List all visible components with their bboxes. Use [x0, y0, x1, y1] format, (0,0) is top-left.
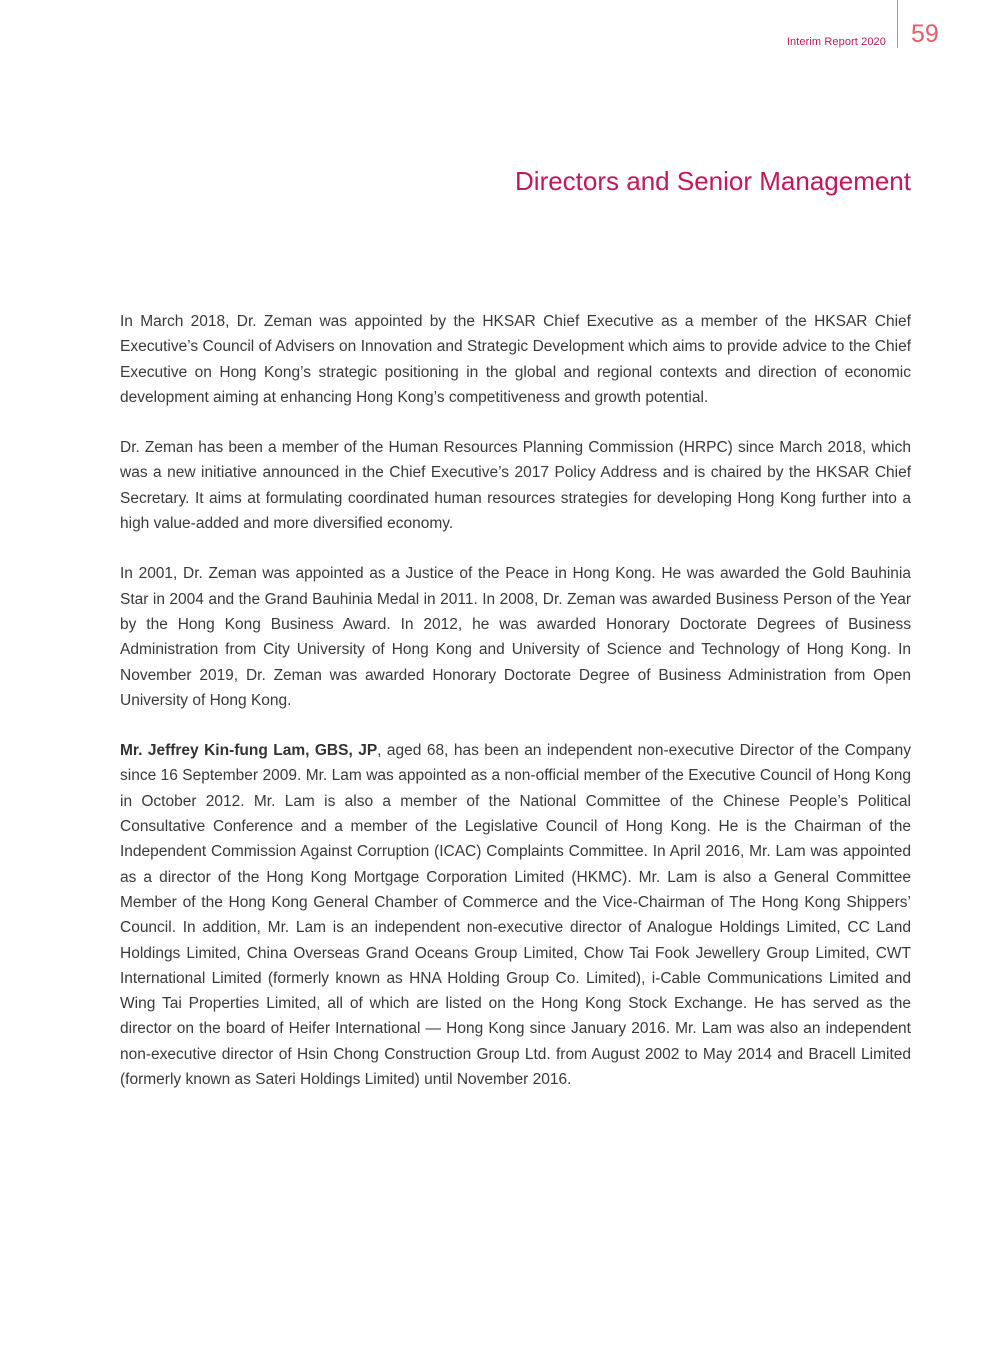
body-content: [120, 309, 911, 1117]
header-divider: [897, 0, 898, 48]
paragraph-awards: In 2001, Dr. Zeman was appointed as a Justice of the Peace in Hong Kong. He was awarded the Gold Bauhinia Star in 2004 and the Grand Bauhinia Medal in 2011. In 2008, Dr. Zeman was awarded Business Person of the Year by the Hong Kong Business Award. In 2012, he was awarded Honorary Doctorate Degrees of Business Administration from City University of Hong Kong and University of Science and Technology of Hong Kong. In November 2019, Dr. Zeman was awarded Honorary Doctorate Degree of Business Administration from Open University of Hong Kong.: [120, 565, 911, 709]
paragraph-council-of-advisers: In March 2018, Dr. Zeman was appointed by the HKSAR Chief Executive as a member of the HKSAR Chief Executive’s Council of Advisers on Innovation and Strategic Development which aims to provide advice to the Chief Executive on Hong Kong’s strategic positioning in the global and regional contexts and direction of economic development aiming at enhancing Hong Kong’s competitiveness and growth potential.: [120, 313, 911, 406]
director-name: Mr. Jeffrey Kin-fung Lam, GBS, JP: [120, 742, 378, 760]
page-title: Directors and Senior Management: [515, 166, 911, 196]
paragraph-director-bio: [120, 738, 911, 1092]
report-title: Interim Report 2020: [786, 36, 886, 48]
director-bio-text: , aged 68, has been an independent non-executive Director of the Company since 16 September 2009. Mr. Lam was appointed as a non-official member of the Executive Council of Hong Kong in October 2012. Mr. Lam is also a member of the National Committee of the Chinese People’s Political Consultative Conference and a member of the Legislative Council of Hong Kong. He is the Chairman of the Independent Commission Against Corruption (ICAC) Complaints Committee. In April 2016, Mr. Lam was appointed as a director of the Hong Kong Mortgage Corporation Limited (HKMC). Mr. Lam is also a General Committee Member of the Hong Kong General Chamber of Commerce and the Vice-Chairman of The Hong Kong Shippers’ Council. In addition, Mr. Lam is an independent non-executive director of Analogue Holdings Limited, CC Land Holdings Limited, China Overseas Grand Oceans Group Limited, Chow Tai Fook Jewellery Group Limited, CWT International Limited (formerly known as HNA Holding Group Co. Limited), i-Cable Communications Limited and Wing Tai Properties Limited, all of which are listed on the Hong Kong Stock Exchange. He has served as the director on the board of Heifer International — Hong Kong since January 2016. Mr. Lam was also an independent non-executive director of Hsin Chong Construction Group Ltd. from August 2002 to May 2014 and Bracell Limited (formerly known as Sateri Holdings Limited) until November 2016.: [120, 742, 911, 1089]
paragraph-hrpc: Dr. Zeman has been a member of the Human Resources Planning Commission (HRPC) since March 2018, which was a new initiative announced in the Chief Executive’s 2017 Policy Address and is chaired by the HKSAR Chief Secretary. It aims at formulating coordinated human resources strategies for developing Hong Kong further into a high value-added and more diversified economy.: [120, 439, 911, 533]
page-number: 59: [911, 20, 939, 48]
